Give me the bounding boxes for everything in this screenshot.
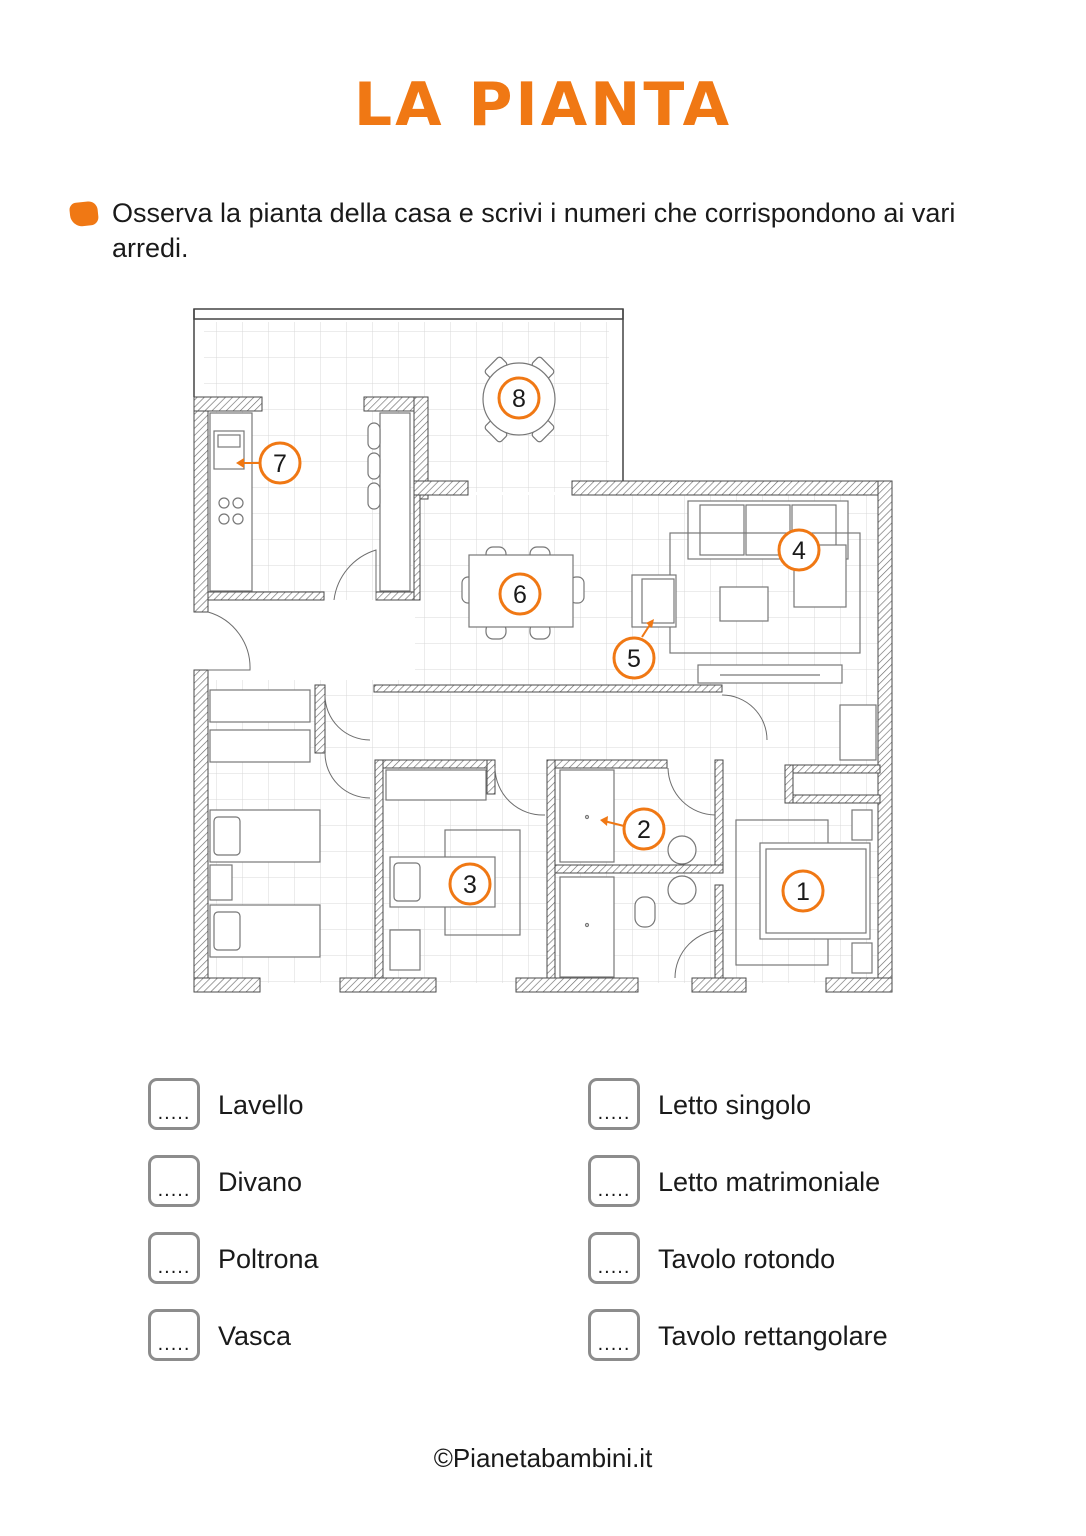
page-title: LA PIANTA	[353, 70, 733, 140]
match-label: Poltrona	[218, 1244, 319, 1274]
marker-8	[499, 378, 539, 418]
svg-text:1: 1	[796, 878, 810, 906]
answer-box[interactable]: .....	[588, 1232, 640, 1284]
match-label: Tavolo rettangolare	[658, 1321, 888, 1351]
marker-4	[779, 530, 819, 570]
floor-plan	[190, 305, 895, 997]
svg-text:6: 6	[513, 581, 527, 609]
answer-box[interactable]: .....	[148, 1309, 200, 1361]
svg-text:4: 4	[792, 537, 806, 565]
marker-1	[783, 871, 823, 911]
svg-text:2: 2	[637, 816, 651, 844]
match-label: Letto matrimoniale	[658, 1167, 881, 1197]
match-label: Lavello	[218, 1090, 304, 1120]
svg-text:5: 5	[627, 645, 641, 673]
svg-text:8: 8	[512, 385, 526, 413]
answer-box[interactable]: .....	[148, 1155, 200, 1207]
answer-box[interactable]: .....	[148, 1078, 200, 1130]
answer-box[interactable]: .....	[588, 1078, 640, 1130]
instruction-text: Osserva la pianta della casa e scrivi i numeri che corrispondono ai vari arredi.	[112, 198, 956, 263]
marker-3	[450, 864, 490, 904]
marker-6	[500, 574, 540, 614]
svg-text:3: 3	[463, 871, 477, 899]
answer-box[interactable]: .....	[588, 1309, 640, 1361]
answer-box[interactable]: .....	[148, 1232, 200, 1284]
copyright-footer: ©Pianetabambini.it	[433, 1443, 653, 1473]
answer-box[interactable]: .....	[588, 1155, 640, 1207]
svg-text:7: 7	[273, 450, 287, 478]
match-label: Tavolo rotondo	[658, 1244, 836, 1274]
match-label: Vasca	[218, 1321, 292, 1351]
match-label: Letto singolo	[658, 1090, 812, 1120]
match-label: Divano	[218, 1167, 303, 1197]
bullet-icon	[69, 201, 99, 228]
